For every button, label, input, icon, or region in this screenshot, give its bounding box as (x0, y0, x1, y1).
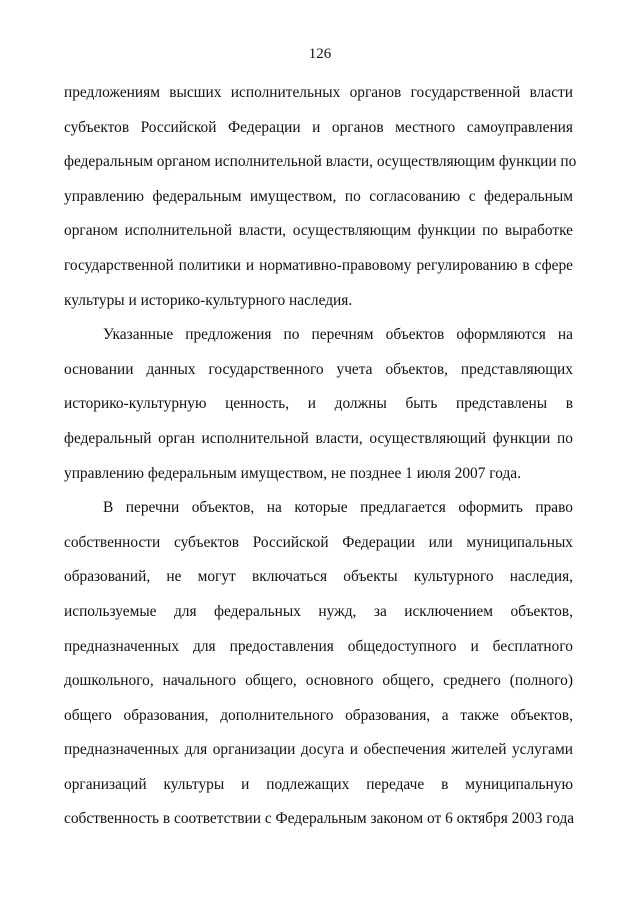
text-line: культуры и историко-культурного наследия. (64, 291, 353, 309)
text-line: основании данных государственного учета объектов, представляющих (64, 360, 573, 378)
text-line: управлению федеральным имуществом, не позднее 1 июля 2007 года. (64, 464, 521, 482)
text-line: федеральный орган исполнительной власти, осуществляющий функции по (64, 429, 573, 447)
text-line: общего образования, дополнительного образования, а также объектов, (64, 706, 573, 724)
text-line: собственности субъектов Российской Федерации или муниципальных (64, 533, 573, 551)
text-line: используемые для федеральных нужд, за исключением объектов, (64, 602, 573, 620)
text-line: предназначенных для предоставления общедоступного и бесплатного (64, 637, 573, 655)
text-line: федеральным органом исполнительной власти, осуществляющим функции по (64, 153, 577, 171)
text-line: органом исполнительной власти, осуществляющим функции по выработке (64, 222, 573, 240)
text-line: историко-культурную ценность, и должны быть представлены в (64, 395, 573, 413)
text-line: образований, не могут включаться объекты культурного наследия, (64, 568, 573, 586)
text-line: предложениям высших исполнительных органов государственной власти (64, 84, 573, 101)
text-line: организаций культуры и подлежащих передаче в муниципальную (64, 775, 573, 793)
text-line: государственной политики и нормативно-правовому регулированию в сфере (64, 256, 573, 274)
page-number: 126 (308, 46, 332, 62)
text-line: В перечни объектов, на которые предлагается оформить право (103, 499, 573, 517)
text-line: субъектов Российской Федерации и органов местного самоуправления (64, 118, 573, 136)
text-line: дошкольного, начального общего, основного общего, среднего (полного) (64, 672, 573, 690)
body-text (64, 76, 577, 837)
text-line: собственность в соответствии с Федеральным законом от 6 октября 2003 года (64, 810, 575, 828)
text-line: Указанные предложения по перечням объектов оформляются на (103, 326, 573, 344)
text-line: управлению федеральным имуществом, по согласованию с федеральным (64, 187, 573, 205)
text-line: предназначенных для организации досуга и обеспечения жителей услугами (64, 741, 573, 759)
